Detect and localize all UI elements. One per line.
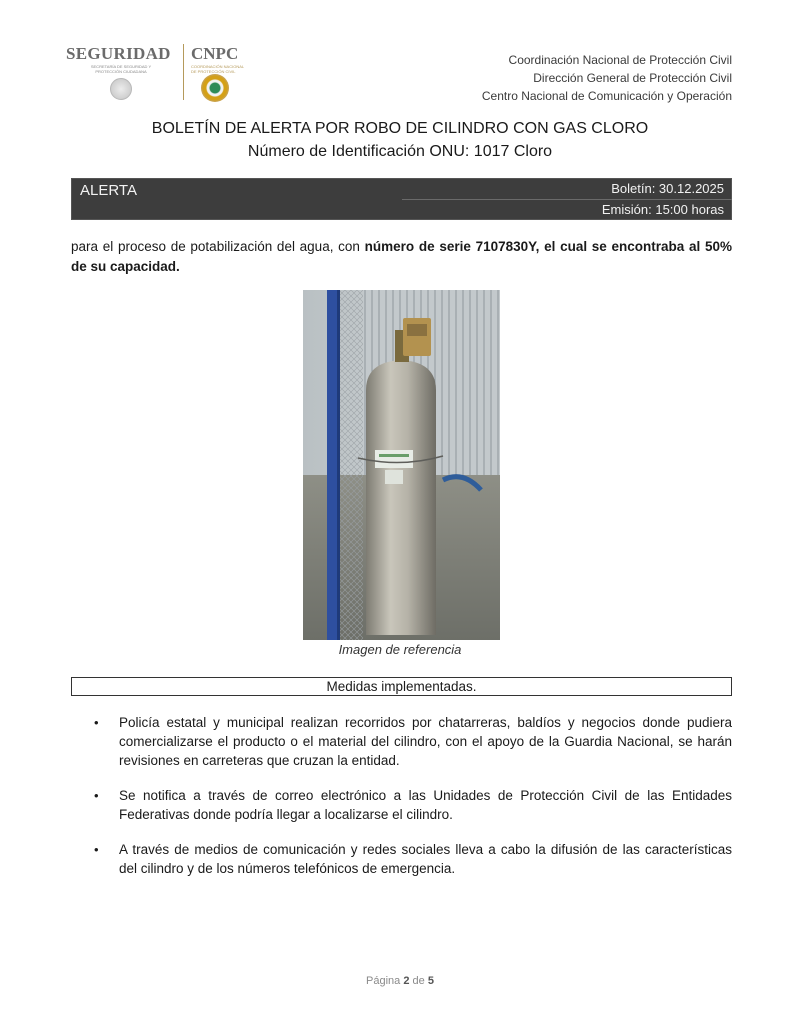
- measures-heading: Medidas implementadas.: [71, 677, 732, 696]
- seguridad-logo-text: SEGURIDAD: [66, 44, 171, 63]
- photo-caption: Imagen de referencia: [338, 642, 462, 657]
- cnpc-emblem-icon: [201, 74, 229, 102]
- bullet-icon: •: [94, 715, 99, 730]
- alert-bar-divider: [402, 199, 732, 200]
- emission-time: Emisión: 15:00 horas: [601, 202, 724, 217]
- cylinder-photo-drawing: [303, 290, 500, 640]
- list-item-text: Se notifica a través de correo electrónico a las Unidades de Protección Civil de las Entidades Federativas donde podría llegar a localizarse el cilindro.: [119, 788, 732, 822]
- logo-divider: [183, 44, 184, 100]
- alert-bar: [71, 178, 732, 220]
- cnpc-logo-subtitle: COORDINACIÓN NACIONAL DE PROTECCIÓN CIVIL: [191, 64, 244, 74]
- cnpc-logo-text: CNPC: [191, 44, 239, 63]
- page-of: de: [412, 975, 425, 987]
- page-total: 5: [427, 975, 434, 987]
- page-word: Página: [366, 975, 401, 987]
- org-line: Centro Nacional de Comunicación y Operación: [481, 89, 732, 103]
- intro-paragraph: [71, 237, 732, 277]
- list-item-text: A través de medios de comunicación y redes sociales lleva a cabo la difusión de las características del cilindro y de los números telefónicos de emergencia.: [119, 842, 732, 876]
- org-line: Dirección General de Protección Civil: [533, 71, 732, 85]
- organization-lines: [482, 51, 732, 105]
- page-current: 2: [403, 975, 410, 987]
- list-item-text: Policía estatal y municipal realizan recorridos por chatarreras, baldíos y negocios donde pudiera comercializarse el producto o el material del cilindro, con el apoyo de la Guardia Nacional, se harán revisiones en carreteras que cruzan la entidad.: [119, 715, 732, 768]
- alert-label: ALERTA: [80, 182, 137, 199]
- bulletin-title: BOLETÍN DE ALERTA POR ROBO DE CILINDRO CON GAS CLORO: [151, 120, 649, 137]
- list-item: [90, 713, 732, 770]
- intro-serial-text: número de serie 7107830Y, el cual se encontraba al 50% de su capacidad.: [71, 239, 732, 274]
- cylinder-reference-photo: [303, 290, 500, 640]
- bullet-icon: •: [94, 788, 99, 803]
- bullet-icon: •: [94, 842, 99, 857]
- measures-list: [90, 713, 732, 894]
- bulletin-date: Boletín: 30.12.2025: [611, 181, 724, 196]
- page-number: [0, 975, 800, 987]
- org-line: Coordinación Nacional de Protección Civil: [508, 53, 732, 67]
- onu-identification: Número de Identificación ONU: 1017 Cloro: [247, 143, 553, 160]
- national-seal-icon: [110, 78, 132, 100]
- intro-text: para el proceso de potabilización del agua, con: [71, 239, 365, 254]
- list-item: [90, 786, 732, 824]
- list-item: [90, 840, 732, 878]
- seguridad-logo-subtitle: SECRETARÍA DE SEGURIDAD Y PROTECCIÓN CIUDADANA: [90, 64, 152, 74]
- header-logos: [66, 44, 256, 104]
